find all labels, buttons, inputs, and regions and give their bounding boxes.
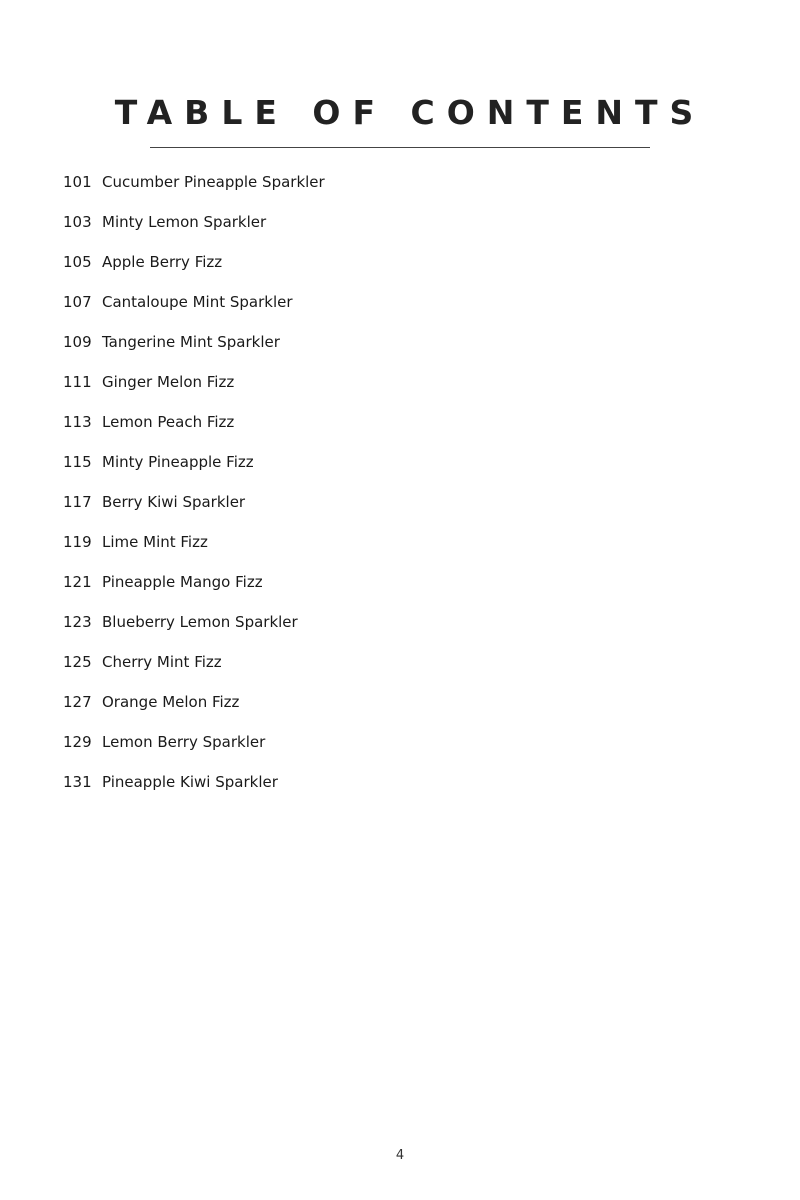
toc-list — [63, 170, 325, 810]
toc-entry-page: 115 — [63, 453, 92, 471]
toc-entry-page: 129 — [63, 733, 92, 751]
toc-entry-page: 127 — [63, 693, 92, 711]
toc-entry[interactable] — [63, 210, 325, 250]
toc-entry[interactable] — [63, 650, 325, 690]
toc-entry-page: 117 — [63, 493, 92, 511]
toc-entry[interactable] — [63, 250, 325, 290]
toc-entry-title: Minty Pineapple Fizz — [102, 453, 254, 471]
toc-entry-page: 105 — [63, 253, 92, 271]
toc-entry-title: Minty Lemon Sparkler — [102, 213, 267, 231]
toc-entry-title: Pineapple Mango Fizz — [102, 573, 263, 591]
toc-entry-page: 111 — [63, 373, 92, 391]
toc-entry-title: Cantaloupe Mint Sparkler — [102, 293, 293, 311]
toc-entry[interactable] — [63, 370, 325, 410]
toc-entry[interactable] — [63, 690, 325, 730]
toc-entry-page: 101 — [63, 173, 92, 191]
toc-entry-page: 123 — [63, 613, 92, 631]
toc-entry[interactable] — [63, 490, 325, 530]
toc-entry[interactable] — [63, 570, 325, 610]
toc-entry[interactable] — [63, 170, 325, 210]
toc-entry-title: Cherry Mint Fizz — [102, 653, 222, 671]
toc-entry[interactable] — [63, 770, 325, 810]
toc-entry-page: 103 — [63, 213, 92, 231]
toc-entry-title: Lemon Berry Sparkler — [102, 733, 266, 751]
toc-entry-title: Orange Melon Fizz — [102, 693, 240, 711]
toc-entry-page: 131 — [63, 773, 92, 791]
toc-entry[interactable] — [63, 450, 325, 490]
toc-entry[interactable] — [63, 330, 325, 370]
toc-entry-title: Pineapple Kiwi Sparkler — [102, 773, 278, 791]
toc-entry[interactable] — [63, 730, 325, 770]
toc-entry-title: Lemon Peach Fizz — [102, 413, 235, 431]
toc-entry-page: 121 — [63, 573, 92, 591]
toc-entry[interactable] — [63, 530, 325, 570]
title-divider — [150, 147, 650, 148]
toc-entry-page: 125 — [63, 653, 92, 671]
toc-entry-title: Blueberry Lemon Sparkler — [102, 613, 298, 631]
page-title: TABLE OF CONTENTS — [114, 93, 706, 132]
toc-entry-title: Berry Kiwi Sparkler — [102, 493, 246, 511]
toc-entry-title: Ginger Melon Fizz — [102, 373, 235, 391]
toc-entry-title: Lime Mint Fizz — [102, 533, 208, 551]
toc-entry-page: 119 — [63, 533, 92, 551]
toc-entry[interactable] — [63, 610, 325, 650]
toc-entry-title: Cucumber Pineapple Sparkler — [102, 173, 325, 191]
toc-entry-page: 113 — [63, 413, 92, 431]
page-number: 4 — [395, 1148, 405, 1163]
toc-entry[interactable] — [63, 410, 325, 450]
toc-entry-page: 109 — [63, 333, 92, 351]
toc-entry-title: Apple Berry Fizz — [102, 253, 223, 271]
toc-entry-title: Tangerine Mint Sparkler — [102, 333, 280, 351]
toc-entry[interactable] — [63, 290, 325, 330]
toc-entry-page: 107 — [63, 293, 92, 311]
